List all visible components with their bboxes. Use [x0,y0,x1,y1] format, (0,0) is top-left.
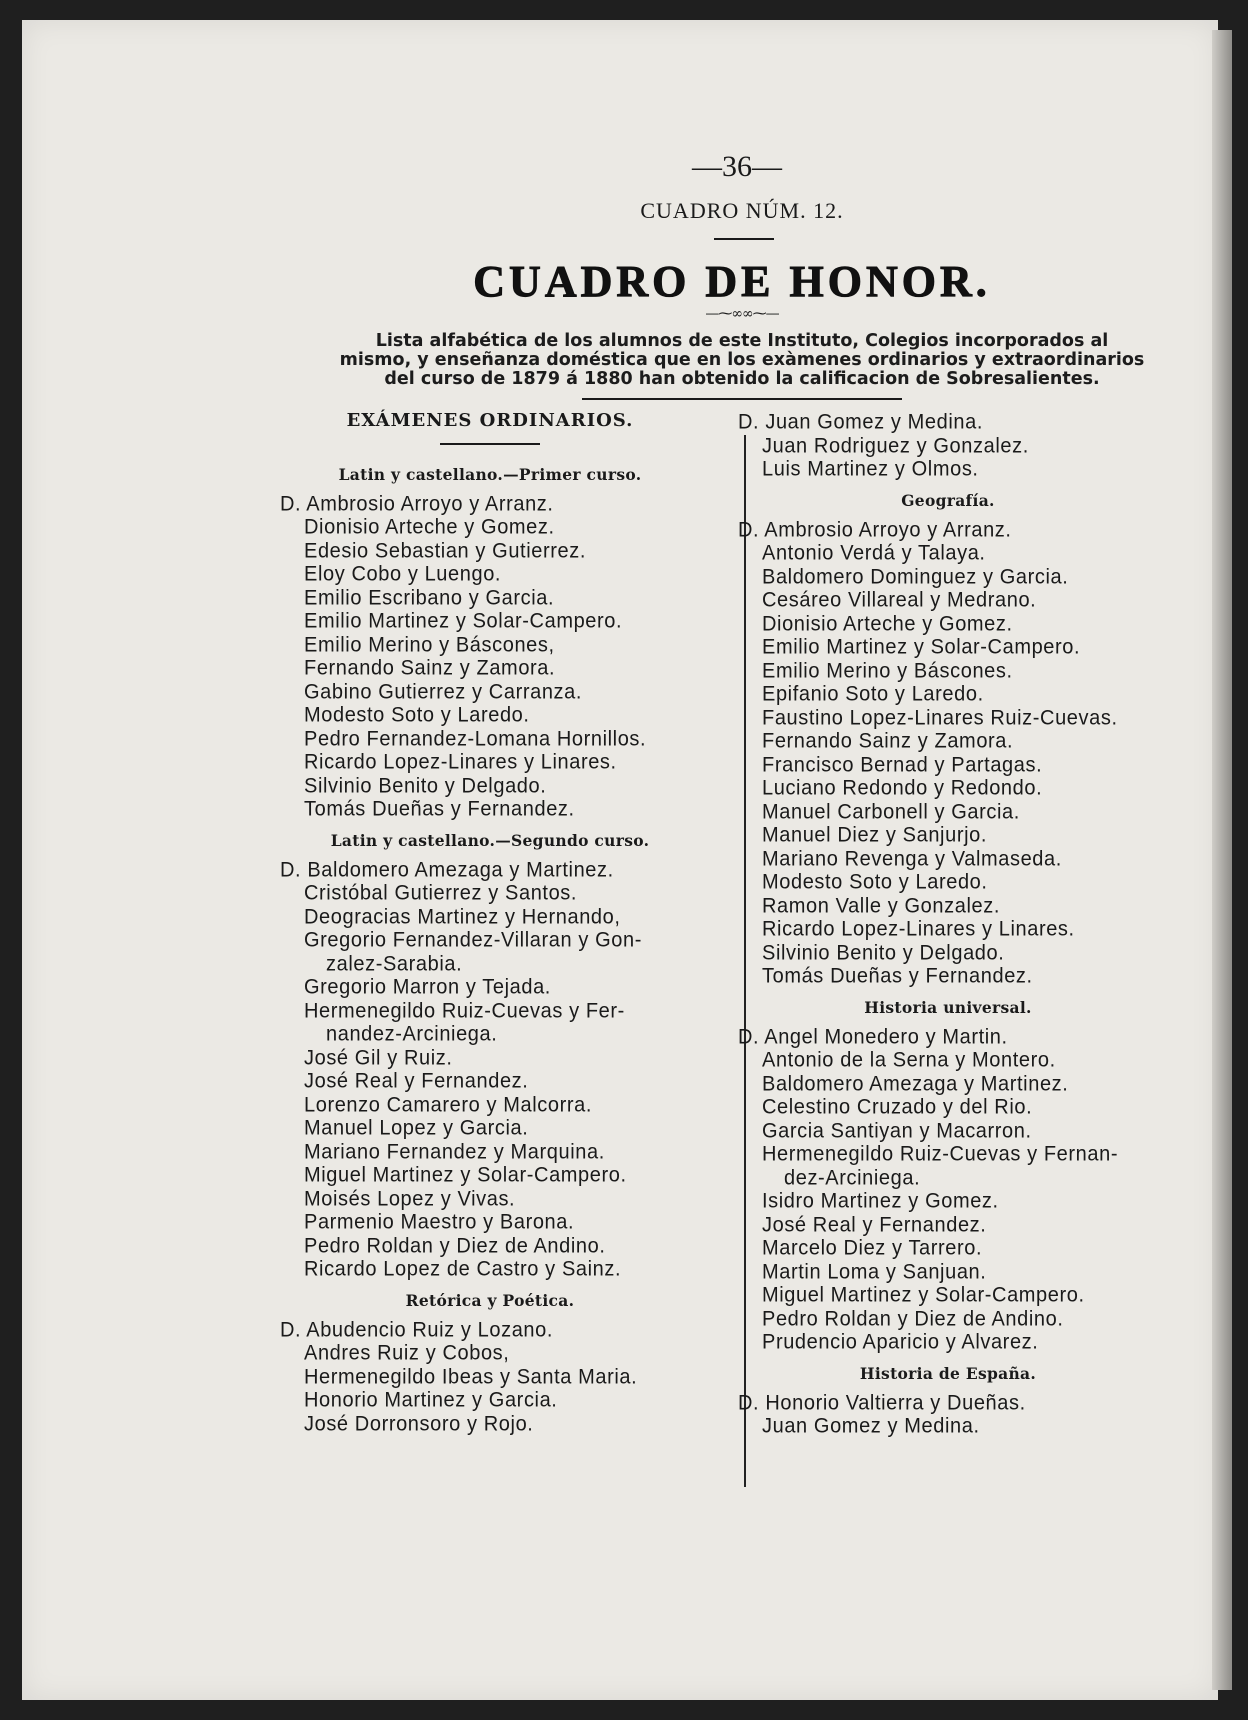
student-name: Fernando Sainz y Zamora. [762,729,1014,753]
student-name: Gregorio Fernandez-Villaran y Gon- [304,928,642,952]
student-name: D. Baldomero Amezaga y Martinez. [280,857,614,882]
student-name: Modesto Soto y Laredo. [304,703,530,727]
intro-line: mismo, y enseñanza doméstica que en los exàmenes ordinarios y extraordinarios [339,350,1145,370]
student-name: Dionisio Arteche y Gomez. [762,611,1013,636]
divider-rule [582,398,902,400]
student-name: Manuel Lopez y Garcia. [304,1116,529,1140]
student-name: Isidro Martinez y Gomez. [762,1189,999,1213]
student-name: Juan Rodriguez y Gonzalez. [762,433,1029,458]
intro-line: Lista alfabética de los alumnos de este Instituto, Colegios incorporados al [375,331,1109,351]
student-name: Eloy Cobo y Luengo. [304,562,502,586]
student-name: D. Abudencio Ruiz y Lozano. [280,1317,554,1342]
column-heading: EXÁMENES ORDINARIOS. [346,410,634,431]
student-name: Silvinio Benito y Delgado. [762,940,1005,965]
student-name: Baldomero Amezaga y Martinez. [762,1071,1069,1096]
student-name: Hermenegildo Ibeas y Santa Maria. [304,1364,638,1389]
student-name: Francisco Bernad y Partagas. [762,752,1043,777]
student-name: Martin Loma y Sanjuan. [762,1259,987,1284]
student-name: José Real y Fernandez. [304,1069,529,1093]
intro-line: del curso de 1879 á 1880 han obtenido la calificacion de Sobresalientes. [384,369,1100,389]
student-name: D. Ambrosio Arroyo y Arranz. [280,491,554,516]
student-name: Emilio Merino y Báscones. [762,658,1013,683]
student-name: Antonio de la Serna y Montero. [762,1048,1056,1072]
divider-rule [714,238,774,240]
student-list [280,492,710,821]
subject-section [280,831,710,1281]
student-name: Gabino Gutierrez y Carranza. [304,679,583,704]
student-name: Pedro Roldan y Diez de Andino. [304,1233,606,1258]
section-title: Latin y castellano.—Segundo curso. [330,830,650,850]
student-name: Cesáreo Villareal y Medrano. [762,588,1037,612]
student-name: Prudencio Aparicio y Alvarez. [762,1330,1039,1354]
page-title: CUADRO DE HONOR. [473,257,991,306]
intro-paragraph [292,332,1192,389]
student-name: D. Juan Gomez y Medina. [738,410,984,434]
student-name: Hermenegildo Ruiz-Cuevas y Fernan- [762,1142,1119,1166]
student-name: nandez-Arciniega. [326,1022,498,1046]
student-name: Tomás Dueñas y Fernandez. [304,797,575,821]
student-name: Emilio Martinez y Solar-Campero. [762,635,1081,659]
student-name: Emilio Escribano y Garcia. [304,585,555,610]
student-name: Ricardo Lopez-Linares y Linares. [304,750,617,774]
student-name: Antonio Verdá y Talaya. [762,541,986,565]
table-label: CUADRO NÚM. 12. [640,198,844,223]
student-name: Faustino Lopez-Linares Ruiz-Cuevas. [762,705,1118,730]
section-title: Geografía. [901,490,995,510]
student-name: Parmenio Maestro y Barona. [304,1210,575,1234]
left-sections [280,465,710,1436]
student-name: Modesto Soto y Laredo. [762,870,988,894]
student-name: Miguel Martinez y Solar-Campero. [762,1283,1085,1307]
student-name: Cristóbal Gutierrez y Santos. [304,881,578,905]
student-name: Ramon Valle y Gonzalez. [762,893,1000,918]
student-name: Epifanio Soto y Laredo. [762,682,984,706]
student-name: Miguel Martinez y Solar-Campero. [304,1163,627,1187]
right-column [738,410,1168,1438]
section-title: Retórica y Poética. [405,1290,575,1310]
student-name: Mariano Fernandez y Marquina. [304,1139,605,1164]
section-title: Historia de España. [859,1363,1037,1383]
student-name: Ricardo Lopez de Castro y Sainz. [304,1257,622,1281]
student-name: José Dorronsoro y Rojo. [304,1411,534,1436]
student-name: Andres Ruiz y Cobos, [304,1341,510,1365]
page-number: —36— [692,150,782,183]
student-name: Fernando Sainz y Zamora. [304,656,556,680]
student-name: D. Angel Monedero y Martin. [738,1024,1008,1049]
student-list [280,858,710,1281]
student-name: Tomás Dueñas y Fernandez. [762,964,1033,988]
left-column [280,410,710,1435]
student-name: Moisés Lopez y Vivas. [304,1186,516,1211]
student-name: Emilio Martinez y Solar-Campero. [304,609,623,633]
student-name: Baldomero Dominguez y Garcia. [762,564,1069,589]
student-list [738,410,1168,481]
subject-section [280,465,710,821]
student-name: Garcia Santiyan y Macarron. [762,1118,1032,1143]
student-name: Pedro Fernandez-Lomana Hornillos. [304,726,647,751]
student-name: Marcelo Diez y Tarrero. [762,1236,983,1260]
student-name: zalez-Sarabia. [326,951,463,976]
subject-section [738,491,1168,988]
student-name: dez-Arciniega. [784,1165,921,1190]
subject-section [280,1291,710,1436]
student-list [738,1391,1168,1438]
student-name: Emilio Merino y Báscones, [304,632,555,657]
student-list [738,1025,1168,1354]
student-name: Dionisio Arteche y Gomez. [304,515,555,539]
student-name: Edesio Sebastian y Gutierrez. [304,538,586,563]
student-name: Silvinio Benito y Delgado. [304,773,547,798]
student-name: Pedro Roldan y Diez de Andino. [762,1306,1064,1331]
ornament-divider: —⁓∞∞⁓— [705,306,779,322]
student-name: Hermenegildo Ruiz-Cuevas y Fer- [304,998,625,1023]
student-name: D. Honorio Valtierra y Dueñas. [738,1390,1026,1415]
student-name: Juan Gomez y Medina. [762,1414,980,1438]
student-name: Deogracias Martinez y Hernando, [304,904,621,929]
student-name: José Gil y Ruiz. [304,1045,453,1070]
student-name: Manuel Carbonell y Garcia. [762,799,1020,824]
student-name: Honorio Martinez y Garcia. [304,1388,558,1412]
section-title: Historia universal. [864,997,1032,1017]
right-sections [738,410,1168,1438]
student-list [280,1318,710,1436]
student-name: Gregorio Marron y Tejada. [304,975,551,999]
student-name: Lorenzo Camarero y Malcorra. [304,1092,593,1117]
page-edge [1212,30,1232,1690]
student-name: Luciano Redondo y Redondo. [762,776,1043,800]
student-name: Luis Martinez y Olmos. [762,457,979,481]
student-name: D. Ambrosio Arroyo y Arranz. [738,517,1012,542]
student-name: Celestino Cruzado y del Rio. [762,1095,1033,1119]
divider-rule [440,443,540,445]
student-name: Manuel Diez y Sanjurjo. [762,823,988,847]
subject-section [738,410,1168,481]
student-name: Mariano Revenga y Valmaseda. [762,846,1062,871]
student-list [738,518,1168,988]
student-name: José Real y Fernandez. [762,1212,987,1237]
section-title: Latin y castellano.—Primer curso. [338,464,642,484]
subject-section [738,1364,1168,1438]
student-name: Ricardo Lopez-Linares y Linares. [762,917,1075,941]
subject-section [738,998,1168,1354]
